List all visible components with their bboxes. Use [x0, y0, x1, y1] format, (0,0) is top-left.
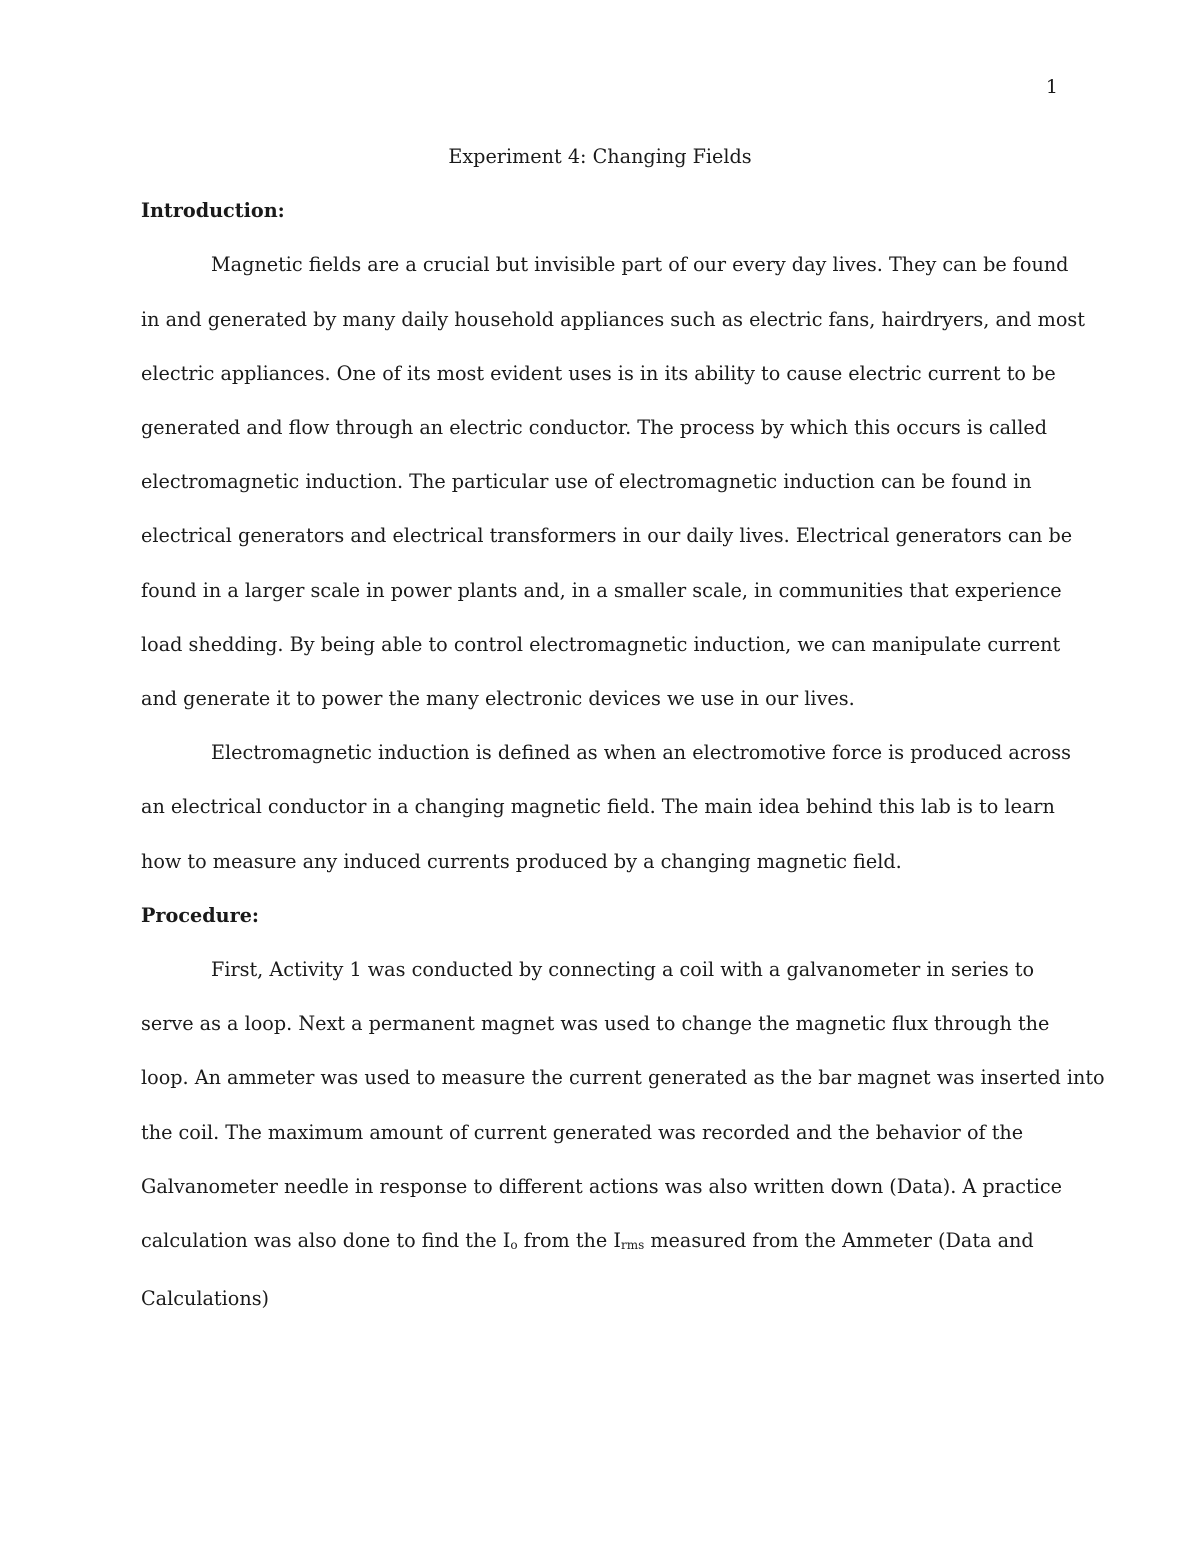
- text-line-with-subscripts: [141, 1214, 1059, 1272]
- text-line: in and generated by many daily household appliances such as electric fans, hairdryers, and most: [141, 307, 1085, 331]
- text-line: how to measure any induced currents produced by a changing magnetic field.: [141, 849, 902, 873]
- text-line: load shedding. By being able to control electromagnetic induction, we can manipulate current: [141, 632, 1061, 656]
- text-fragment: from the I: [517, 1229, 621, 1253]
- text-line: generated and flow through an electric conductor. The process by which this occurs is called: [141, 416, 1047, 440]
- text-line: found in a larger scale in power plants and, in a smaller scale, in communities that experience: [141, 578, 1062, 602]
- text-line: Galvanometer needle in response to different actions was also written down (Data). A practice: [141, 1174, 1062, 1198]
- document-title: Experiment 4: Changing Fields: [448, 145, 752, 168]
- text-line: serve as a loop. Next a permanent magnet was used to change the magnetic flux through the: [141, 1012, 1050, 1036]
- page-number: 1: [1045, 76, 1058, 98]
- introduction-paragraph-2: [141, 726, 1071, 889]
- text-line: Electromagnetic induction is defined as when an electromotive force is produced across: [211, 741, 1071, 765]
- text-line: First, Activity 1 was conducted by connecting a coil with a galvanometer in series to: [211, 958, 1035, 982]
- subscript-rms: rms: [620, 1238, 645, 1253]
- subscript-o: o: [510, 1238, 518, 1253]
- introduction-paragraph-1: [141, 238, 1085, 726]
- text-line: electric appliances. One of its most evident uses is in its ability to cause electric current to be: [141, 361, 1056, 385]
- text-fragment: calculation was also done to find the I: [141, 1229, 511, 1253]
- text-fragment: measured from the Ammeter (Data and: [644, 1229, 1034, 1253]
- text-line: electromagnetic induction. The particular use of electromagnetic induction can be found in: [141, 470, 1032, 494]
- text-line: loop. An ammeter was used to measure the current generated as the bar magnet was inserted into: [141, 1066, 1105, 1090]
- procedure-paragraph-1: [141, 943, 1105, 1326]
- introduction-heading: Introduction:: [141, 199, 285, 223]
- text-line: Magnetic fields are a crucial but invisible part of our every day lives. They can be found: [211, 253, 1069, 277]
- text-line: the coil. The maximum amount of current generated was recorded and the behavior of the: [141, 1120, 1024, 1144]
- text-line: and generate it to power the many electronic devices we use in our lives.: [141, 687, 855, 711]
- text-line: an electrical conductor in a changing magnetic field. The main idea behind this lab is to learn: [141, 795, 1055, 819]
- text-line: electrical generators and electrical transformers in our daily lives. Electrical generators can be: [141, 524, 1073, 548]
- text-line: Calculations): [141, 1287, 270, 1311]
- procedure-heading: Procedure:: [141, 903, 259, 927]
- document-body: [141, 130, 1105, 1326]
